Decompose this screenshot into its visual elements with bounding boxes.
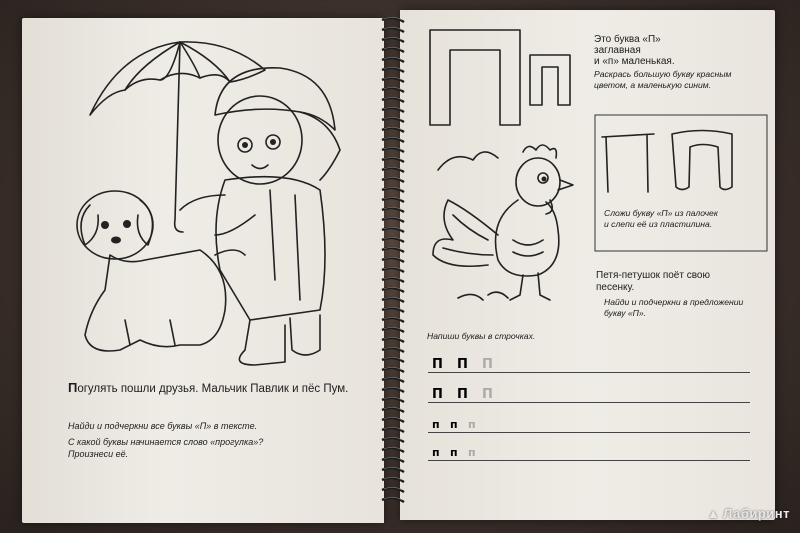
rooster-sentence: Петя-петушок поёт свою песенку.: [596, 270, 710, 293]
sample-letter: П: [432, 357, 443, 372]
intro-line2: заглавная: [594, 45, 641, 56]
sample-letter: П: [432, 387, 443, 402]
sample-letter-faded: П: [482, 387, 493, 402]
writing-line[interactable]: [428, 402, 750, 403]
letter-outlines: [425, 25, 575, 135]
sample-letter: П: [457, 387, 468, 402]
sample-letter: п: [432, 446, 440, 459]
caption-text: огулять пошли друзья. Мальчик Павлик и пёс Пум.: [77, 383, 349, 395]
sample-letter: П: [457, 357, 468, 372]
writing-line[interactable]: [428, 460, 750, 461]
pronounce-instruction: С какой буквы начинается слово «прогулка»? Произнеси её.: [68, 437, 264, 459]
writing-line[interactable]: [428, 372, 750, 373]
intro-line1: Это буква «П»: [594, 34, 661, 45]
stick-instruction: Сложи букву «П» из палочек и слепи её из пластилина.: [604, 208, 718, 229]
watermark-logo: [707, 506, 790, 521]
boy-with-dog-illustration: [30, 20, 375, 380]
color-instruction: Раскрась большую букву красным цветом, а маленькую синим.: [594, 69, 732, 90]
underline-instruction: Найди и подчеркни все буквы «П» в тексте.: [68, 421, 258, 431]
intro-text: [594, 34, 764, 67]
rooster-illustration: [428, 140, 588, 310]
writing-line[interactable]: [428, 432, 750, 433]
sample-letter: п: [432, 418, 440, 431]
write-instruction: Напиши буквы в строчках.: [427, 331, 536, 341]
intro-line3: и «п» маленькая.: [594, 56, 675, 67]
spiral-binding: [378, 14, 408, 514]
sample-letter-faded: П: [482, 357, 493, 372]
sample-letter-faded: п: [468, 418, 476, 431]
sample-letter: п: [450, 418, 458, 431]
stick-letters-panel: [592, 112, 770, 254]
watermark-text: Лабиринт: [723, 506, 790, 521]
rooster-instruction: Найди и подчеркни в предложении букву «П».: [604, 297, 744, 318]
sample-letter: п: [450, 446, 458, 459]
left-instructions: [68, 420, 368, 460]
caption-first-letter: П: [68, 380, 78, 395]
labyrinth-icon: ▲: [706, 506, 721, 521]
story-caption: [68, 380, 368, 397]
sample-letter-faded: п: [468, 446, 476, 459]
